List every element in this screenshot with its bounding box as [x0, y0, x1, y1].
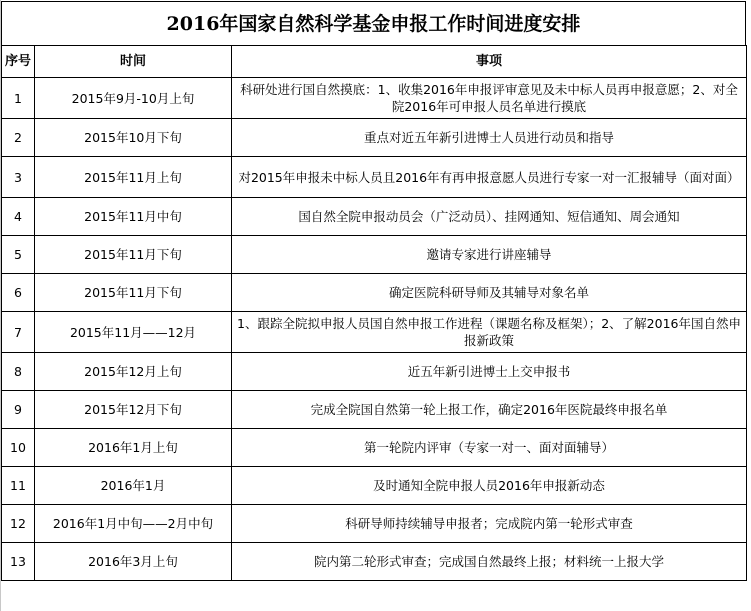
row-matter-cell: 近五年新引进博士上交申报书 — [232, 353, 747, 391]
row-number-cell: 10 — [2, 429, 35, 467]
schedule-sheet — [1, 1, 746, 581]
table-row — [2, 391, 747, 429]
row-number-cell: 7 — [2, 312, 35, 353]
row-matter-cell: 第一轮院内评审（专家一对一、面对面辅导） — [232, 429, 747, 467]
header-row — [2, 46, 747, 78]
row-number-cell: 11 — [2, 467, 35, 505]
header-no: 序号 — [2, 46, 35, 78]
row-matter-cell: 科研处进行国自然摸底：1、收集2016年申报评审意见及未中标人员再申报意愿；2、对全院2016年可申报人员名单进行摸底 — [232, 78, 747, 119]
row-number-cell: 4 — [2, 198, 35, 236]
row-number-cell: 1 — [2, 78, 35, 119]
row-time-cell: 2016年3月上旬 — [35, 543, 232, 581]
row-number-cell: 9 — [2, 391, 35, 429]
row-matter-cell: 确定医院科研导师及其辅导对象名单 — [232, 274, 747, 312]
row-time-cell: 2015年11月中旬 — [35, 198, 232, 236]
row-time-cell: 2015年11月上旬 — [35, 157, 232, 198]
table-row — [2, 78, 747, 119]
row-time-cell: 2015年11月下旬 — [35, 274, 232, 312]
row-time-cell: 2016年1月上旬 — [35, 429, 232, 467]
table-row — [2, 274, 747, 312]
table-row — [2, 353, 747, 391]
table-row — [2, 505, 747, 543]
table-row — [2, 157, 747, 198]
row-number-cell: 5 — [2, 236, 35, 274]
row-matter-cell: 对2015年申报未中标人员且2016年有再申报意愿人员进行专家一对一汇报辅导（面对面） — [232, 157, 747, 198]
row-number-cell: 12 — [2, 505, 35, 543]
row-time-cell: 2015年12月下旬 — [35, 391, 232, 429]
row-matter-cell: 1、跟踪全院拟申报人员国自然申报工作进程（课题名称及框架）；2、了解2016年国自然申报新政策 — [232, 312, 747, 353]
row-matter-cell: 国自然全院申报动员会（广泛动员）、挂网通知、短信通知、周会通知 — [232, 198, 747, 236]
row-time-cell: 2015年9月-10月上旬 — [35, 78, 232, 119]
row-number-cell: 3 — [2, 157, 35, 198]
row-matter-cell: 完成全院国自然第一轮上报工作，确定2016年医院最终申报名单 — [232, 391, 747, 429]
row-number-cell: 8 — [2, 353, 35, 391]
table-row — [2, 236, 747, 274]
page-title: 2016年国家自然科学基金申报工作时间进度安排 — [1, 1, 746, 45]
row-matter-cell: 及时通知全院申报人员2016年申报新动态 — [232, 467, 747, 505]
row-matter-cell: 重点对近五年新引进博士人员进行动员和指导 — [232, 119, 747, 157]
table-row — [2, 467, 747, 505]
table-row — [2, 198, 747, 236]
row-number-cell: 6 — [2, 274, 35, 312]
row-time-cell: 2015年11月下旬 — [35, 236, 232, 274]
row-matter-cell: 科研导师持续辅导申报者；完成院内第一轮形式审查 — [232, 505, 747, 543]
row-matter-cell: 邀请专家进行讲座辅导 — [232, 236, 747, 274]
header-matter: 事项 — [232, 46, 747, 78]
table-row — [2, 429, 747, 467]
row-number-cell: 13 — [2, 543, 35, 581]
schedule-table — [1, 45, 747, 581]
header-time: 时间 — [35, 46, 232, 78]
row-time-cell: 2015年10月下旬 — [35, 119, 232, 157]
table-row — [2, 543, 747, 581]
row-matter-cell: 院内第二轮形式审查；完成国自然最终上报；材料统一上报大学 — [232, 543, 747, 581]
row-number-cell: 2 — [2, 119, 35, 157]
row-time-cell: 2015年12月上旬 — [35, 353, 232, 391]
table-row — [2, 119, 747, 157]
row-time-cell: 2016年1月中旬——2月中旬 — [35, 505, 232, 543]
table-body — [2, 78, 747, 581]
table-row — [2, 312, 747, 353]
row-time-cell: 2016年1月 — [35, 467, 232, 505]
row-time-cell: 2015年11月——12月 — [35, 312, 232, 353]
